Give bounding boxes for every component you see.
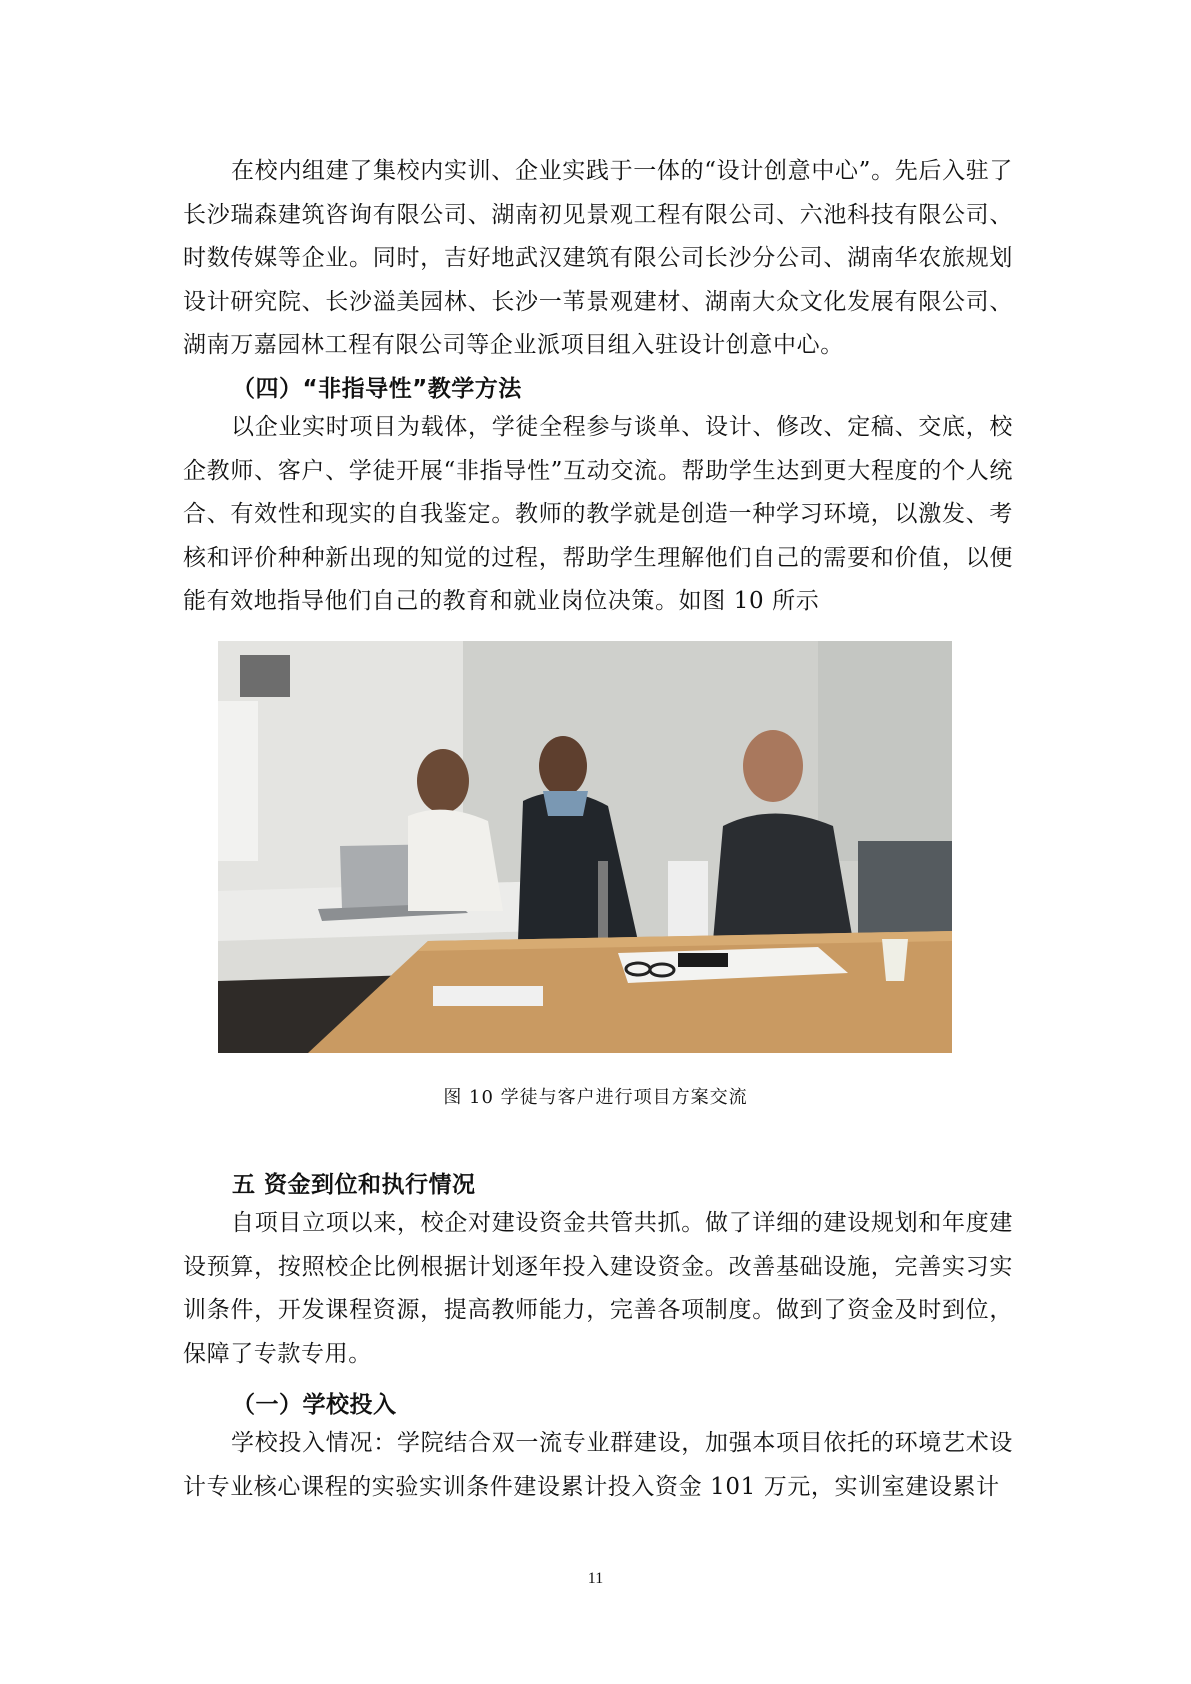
page-number: 11 xyxy=(587,1570,604,1587)
figure-caption: 图 10 学徒与客户进行项目方案交流 xyxy=(443,1087,748,1108)
paragraph-school-investment: 学校投入情况：学院结合双一流专业群建设，加强本项目依托的环境艺术设计专业核心课程的实验实训条件建设累计投入资金 101 万元，实训室建设累计 xyxy=(183,1430,1013,1500)
paragraph-design-center: 在校内组建了集校内实训、企业实践于一体的“设计创意中心”。先后入驻了长沙瑞森建筑咨询有限公司、湖南初见景观工程有限公司、六池科技有限公司、时数传媒等企业。同时，吉好地武汉建筑有限公司长沙分公司、湖南华农旅规划设计研究院、长沙溢美园林、长沙一苇景观建材、湖南大众文化发展有限公司、湖南万嘉园林工程有限公司等企业派项目组入驻设计创意中心。 xyxy=(183,158,1013,358)
paragraph-non-directive-teaching: 以企业实时项目为载体，学徒全程参与谈单、设计、修改、定稿、交底，校企教师、客户、学徒开展“非指导性”互动交流。帮助学生达到更大程度的个人统合、有效性和现实的自我鉴定。教师的教学就是创造一种学习环境，以激发、考核和评价种种新出现的知觉的过程，帮助学生理解他们自己的需要和价值，以便能有效地指导他们自己的教育和就业岗位决策。如图 10 所示 xyxy=(183,414,1013,614)
paragraph-funding: 自项目立项以来，校企对建设资金共管共抓。做了详细的建设规划和年度建设预算，按照校企比例根据计划逐年投入建设资金。改善基础设施，完善实习实训条件，开发课程资源，提高教师能力，完善各项制度。做到了资金及时到位，保障了专款专用。 xyxy=(183,1210,1013,1367)
section-heading-school-investment: （一）学校投入 xyxy=(232,1392,397,1418)
section-heading-funding: 五 资金到位和执行情况 xyxy=(232,1172,476,1198)
figure-photo xyxy=(218,641,952,1053)
photo-illustration xyxy=(218,641,952,1053)
section-heading-non-directive-teaching: （四）“非指导性”教学方法 xyxy=(232,376,522,402)
